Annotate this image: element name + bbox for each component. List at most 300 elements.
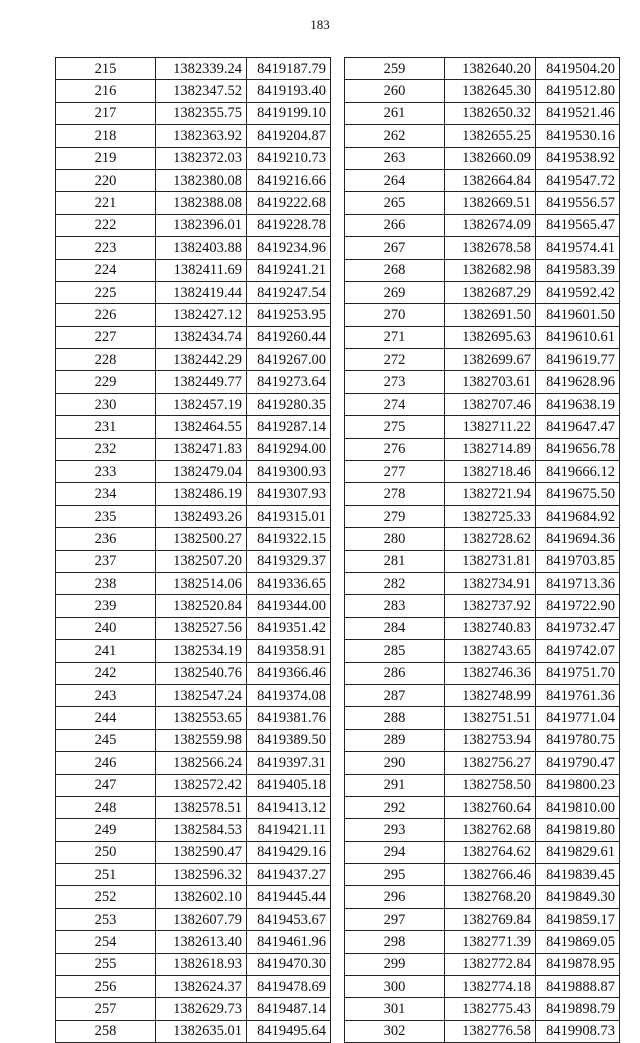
y-coordinate-cell: 8419470.30 [247, 953, 331, 975]
table-row [56, 886, 331, 908]
x-coordinate-cell: 1382457.19 [156, 393, 247, 415]
table-row [56, 617, 331, 639]
point-number-cell: 223 [56, 237, 156, 259]
x-coordinate-cell: 1382572.42 [156, 774, 247, 796]
x-coordinate-cell: 1382772.84 [445, 953, 536, 975]
y-coordinate-cell: 8419601.50 [536, 304, 620, 326]
table-row [56, 931, 331, 953]
point-number-cell: 301 [345, 998, 445, 1020]
table-row [345, 931, 620, 953]
table-row [345, 729, 620, 751]
table-row [345, 349, 620, 371]
y-coordinate-cell: 8419898.79 [536, 998, 620, 1020]
point-number-cell: 286 [345, 662, 445, 684]
point-number-cell: 239 [56, 595, 156, 617]
y-coordinate-cell: 8419307.93 [247, 483, 331, 505]
y-coordinate-cell: 8419216.66 [247, 169, 331, 191]
table-row [345, 169, 620, 191]
point-number-cell: 222 [56, 214, 156, 236]
y-coordinate-cell: 8419187.79 [247, 58, 331, 80]
point-number-cell: 257 [56, 998, 156, 1020]
y-coordinate-cell: 8419495.64 [247, 1020, 331, 1042]
point-number-cell: 215 [56, 58, 156, 80]
y-coordinate-cell: 8419273.64 [247, 371, 331, 393]
x-coordinate-cell: 1382500.27 [156, 528, 247, 550]
x-coordinate-cell: 1382566.24 [156, 752, 247, 774]
table-row [345, 908, 620, 930]
x-coordinate-cell: 1382527.56 [156, 617, 247, 639]
y-coordinate-cell: 8419628.96 [536, 371, 620, 393]
x-coordinate-cell: 1382471.83 [156, 438, 247, 460]
x-coordinate-cell: 1382507.20 [156, 550, 247, 572]
y-coordinate-cell: 8419647.47 [536, 416, 620, 438]
table-row [56, 461, 331, 483]
table-row [56, 640, 331, 662]
y-coordinate-cell: 8419656.78 [536, 438, 620, 460]
y-coordinate-cell: 8419204.87 [247, 125, 331, 147]
point-number-cell: 295 [345, 864, 445, 886]
y-coordinate-cell: 8419574.41 [536, 237, 620, 259]
table-row [56, 572, 331, 594]
x-coordinate-cell: 1382664.84 [445, 169, 536, 191]
x-coordinate-cell: 1382363.92 [156, 125, 247, 147]
y-coordinate-cell: 8419260.44 [247, 326, 331, 348]
x-coordinate-cell: 1382711.22 [445, 416, 536, 438]
y-coordinate-cell: 8419592.42 [536, 281, 620, 303]
x-coordinate-cell: 1382347.52 [156, 80, 247, 102]
point-number-cell: 227 [56, 326, 156, 348]
x-coordinate-cell: 1382618.93 [156, 953, 247, 975]
x-coordinate-cell: 1382776.58 [445, 1020, 536, 1042]
point-number-cell: 233 [56, 461, 156, 483]
x-coordinate-cell: 1382743.65 [445, 640, 536, 662]
y-coordinate-cell: 8419287.14 [247, 416, 331, 438]
y-coordinate-cell: 8419849.30 [536, 886, 620, 908]
table-row [56, 125, 331, 147]
point-number-cell: 262 [345, 125, 445, 147]
table-row [56, 102, 331, 124]
point-number-cell: 291 [345, 774, 445, 796]
point-number-cell: 285 [345, 640, 445, 662]
table-row [56, 595, 331, 617]
table-row [56, 908, 331, 930]
point-number-cell: 266 [345, 214, 445, 236]
table-row [56, 774, 331, 796]
x-coordinate-cell: 1382758.50 [445, 774, 536, 796]
table-row [56, 393, 331, 415]
point-number-cell: 235 [56, 505, 156, 527]
y-coordinate-cell: 8419445.44 [247, 886, 331, 908]
table-row [345, 707, 620, 729]
table-row [345, 528, 620, 550]
y-coordinate-cell: 8419908.73 [536, 1020, 620, 1042]
point-number-cell: 298 [345, 931, 445, 953]
x-coordinate-cell: 1382584.53 [156, 819, 247, 841]
x-coordinate-cell: 1382640.20 [445, 58, 536, 80]
y-coordinate-cell: 8419790.47 [536, 752, 620, 774]
point-number-cell: 267 [345, 237, 445, 259]
point-number-cell: 281 [345, 550, 445, 572]
table-row [56, 819, 331, 841]
x-coordinate-cell: 1382602.10 [156, 886, 247, 908]
table-row [56, 505, 331, 527]
point-number-cell: 230 [56, 393, 156, 415]
y-coordinate-cell: 8419358.91 [247, 640, 331, 662]
point-number-cell: 269 [345, 281, 445, 303]
y-coordinate-cell: 8419461.96 [247, 931, 331, 953]
x-coordinate-cell: 1382771.39 [445, 931, 536, 953]
x-coordinate-cell: 1382553.65 [156, 707, 247, 729]
x-coordinate-cell: 1382748.99 [445, 684, 536, 706]
x-coordinate-cell: 1382559.98 [156, 729, 247, 751]
point-number-cell: 288 [345, 707, 445, 729]
table-row [345, 550, 620, 572]
point-number-cell: 264 [345, 169, 445, 191]
y-coordinate-cell: 8419547.72 [536, 169, 620, 191]
point-number-cell: 270 [345, 304, 445, 326]
x-coordinate-cell: 1382520.84 [156, 595, 247, 617]
table-row [345, 572, 620, 594]
x-coordinate-cell: 1382674.09 [445, 214, 536, 236]
table-row [345, 147, 620, 169]
table-row [345, 214, 620, 236]
y-coordinate-cell: 8419374.08 [247, 684, 331, 706]
table-row [56, 796, 331, 818]
x-coordinate-cell: 1382728.62 [445, 528, 536, 550]
y-coordinate-cell: 8419267.00 [247, 349, 331, 371]
table-row [345, 304, 620, 326]
y-coordinate-cell: 8419228.78 [247, 214, 331, 236]
table-row [345, 886, 620, 908]
table-row [56, 998, 331, 1020]
x-coordinate-cell: 1382596.32 [156, 864, 247, 886]
y-coordinate-cell: 8419761.36 [536, 684, 620, 706]
y-coordinate-cell: 8419675.50 [536, 483, 620, 505]
table-row [345, 976, 620, 998]
table-row [345, 58, 620, 80]
table-row [56, 237, 331, 259]
table-row [345, 438, 620, 460]
point-number-cell: 241 [56, 640, 156, 662]
point-number-cell: 238 [56, 572, 156, 594]
point-number-cell: 217 [56, 102, 156, 124]
x-coordinate-cell: 1382442.29 [156, 349, 247, 371]
table-row [56, 1020, 331, 1042]
table-row [345, 80, 620, 102]
x-coordinate-cell: 1382687.29 [445, 281, 536, 303]
y-coordinate-cell: 8419530.16 [536, 125, 620, 147]
y-coordinate-cell: 8419771.04 [536, 707, 620, 729]
y-coordinate-cell: 8419253.95 [247, 304, 331, 326]
y-coordinate-cell: 8419329.37 [247, 550, 331, 572]
y-coordinate-cell: 8419322.15 [247, 528, 331, 550]
point-number-cell: 245 [56, 729, 156, 751]
table-row [56, 416, 331, 438]
point-number-cell: 273 [345, 371, 445, 393]
y-coordinate-cell: 8419504.20 [536, 58, 620, 80]
point-number-cell: 289 [345, 729, 445, 751]
point-number-cell: 299 [345, 953, 445, 975]
y-coordinate-cell: 8419199.10 [247, 102, 331, 124]
point-number-cell: 234 [56, 483, 156, 505]
y-coordinate-cell: 8419694.36 [536, 528, 620, 550]
table-row [56, 80, 331, 102]
table-row [345, 125, 620, 147]
y-coordinate-cell: 8419241.21 [247, 259, 331, 281]
table-row [345, 259, 620, 281]
x-coordinate-cell: 1382339.24 [156, 58, 247, 80]
point-number-cell: 240 [56, 617, 156, 639]
point-number-cell: 231 [56, 416, 156, 438]
point-number-cell: 283 [345, 595, 445, 617]
y-coordinate-cell: 8419478.69 [247, 976, 331, 998]
x-coordinate-cell: 1382380.08 [156, 169, 247, 191]
table-row [56, 483, 331, 505]
table-row [345, 192, 620, 214]
y-coordinate-cell: 8419487.14 [247, 998, 331, 1020]
table-row [345, 864, 620, 886]
x-coordinate-cell: 1382774.18 [445, 976, 536, 998]
y-coordinate-cell: 8419839.45 [536, 864, 620, 886]
table-row [345, 684, 620, 706]
x-coordinate-cell: 1382388.08 [156, 192, 247, 214]
point-number-cell: 218 [56, 125, 156, 147]
y-coordinate-cell: 8419429.16 [247, 841, 331, 863]
point-number-cell: 277 [345, 461, 445, 483]
point-number-cell: 226 [56, 304, 156, 326]
point-number-cell: 243 [56, 684, 156, 706]
x-coordinate-cell: 1382355.75 [156, 102, 247, 124]
table-row [56, 550, 331, 572]
x-coordinate-cell: 1382635.01 [156, 1020, 247, 1042]
y-coordinate-cell: 8419538.92 [536, 147, 620, 169]
point-number-cell: 237 [56, 550, 156, 572]
point-number-cell: 284 [345, 617, 445, 639]
y-coordinate-cell: 8419315.01 [247, 505, 331, 527]
y-coordinate-cell: 8419210.73 [247, 147, 331, 169]
point-number-cell: 282 [345, 572, 445, 594]
point-number-cell: 260 [345, 80, 445, 102]
table-row [56, 953, 331, 975]
table-row [345, 662, 620, 684]
x-coordinate-cell: 1382613.40 [156, 931, 247, 953]
y-coordinate-cell: 8419713.36 [536, 572, 620, 594]
x-coordinate-cell: 1382678.58 [445, 237, 536, 259]
y-coordinate-cell: 8419610.61 [536, 326, 620, 348]
x-coordinate-cell: 1382699.67 [445, 349, 536, 371]
table-row [345, 393, 620, 415]
x-coordinate-cell: 1382762.68 [445, 819, 536, 841]
y-coordinate-cell: 8419521.46 [536, 102, 620, 124]
point-number-cell: 236 [56, 528, 156, 550]
x-coordinate-cell: 1382766.46 [445, 864, 536, 886]
x-coordinate-cell: 1382624.37 [156, 976, 247, 998]
x-coordinate-cell: 1382764.62 [445, 841, 536, 863]
point-number-cell: 274 [345, 393, 445, 415]
x-coordinate-cell: 1382486.19 [156, 483, 247, 505]
table-row [56, 684, 331, 706]
x-coordinate-cell: 1382695.63 [445, 326, 536, 348]
table-row [56, 752, 331, 774]
table-row [56, 662, 331, 684]
point-number-cell: 228 [56, 349, 156, 371]
x-coordinate-cell: 1382775.43 [445, 998, 536, 1020]
y-coordinate-cell: 8419666.12 [536, 461, 620, 483]
point-number-cell: 297 [345, 908, 445, 930]
y-coordinate-cell: 8419351.42 [247, 617, 331, 639]
table-row [56, 304, 331, 326]
table-row [345, 841, 620, 863]
point-number-cell: 221 [56, 192, 156, 214]
y-coordinate-cell: 8419453.67 [247, 908, 331, 930]
table-row [56, 528, 331, 550]
x-coordinate-cell: 1382629.73 [156, 998, 247, 1020]
table-row [56, 864, 331, 886]
point-number-cell: 250 [56, 841, 156, 863]
page-number: 183 [310, 17, 330, 32]
x-coordinate-cell: 1382768.20 [445, 886, 536, 908]
table-row [345, 461, 620, 483]
table-row [345, 102, 620, 124]
point-number-cell: 300 [345, 976, 445, 998]
y-coordinate-cell: 8419344.00 [247, 595, 331, 617]
table-row [345, 774, 620, 796]
table-row [56, 147, 331, 169]
x-coordinate-cell: 1382753.94 [445, 729, 536, 751]
point-number-cell: 232 [56, 438, 156, 460]
y-coordinate-cell: 8419619.77 [536, 349, 620, 371]
point-number-cell: 220 [56, 169, 156, 191]
y-coordinate-cell: 8419397.31 [247, 752, 331, 774]
table-row [56, 169, 331, 191]
x-coordinate-cell: 1382718.46 [445, 461, 536, 483]
y-coordinate-cell: 8419300.93 [247, 461, 331, 483]
x-coordinate-cell: 1382691.50 [445, 304, 536, 326]
x-coordinate-cell: 1382590.47 [156, 841, 247, 863]
table-row [56, 259, 331, 281]
point-number-cell: 229 [56, 371, 156, 393]
x-coordinate-cell: 1382669.51 [445, 192, 536, 214]
table-row [345, 752, 620, 774]
point-number-cell: 248 [56, 796, 156, 818]
table-row [56, 214, 331, 236]
x-coordinate-cell: 1382714.89 [445, 438, 536, 460]
point-number-cell: 292 [345, 796, 445, 818]
point-number-cell: 249 [56, 819, 156, 841]
table-row [345, 595, 620, 617]
table-row [56, 192, 331, 214]
x-coordinate-cell: 1382540.76 [156, 662, 247, 684]
x-coordinate-cell: 1382396.01 [156, 214, 247, 236]
table-row [345, 640, 620, 662]
x-coordinate-cell: 1382655.25 [445, 125, 536, 147]
table-row [345, 617, 620, 639]
x-coordinate-cell: 1382660.09 [445, 147, 536, 169]
y-coordinate-cell: 8419565.47 [536, 214, 620, 236]
point-number-cell: 294 [345, 841, 445, 863]
point-number-cell: 280 [345, 528, 445, 550]
point-number-cell: 254 [56, 931, 156, 953]
y-coordinate-cell: 8419859.17 [536, 908, 620, 930]
coordinates-table-left [55, 57, 331, 1043]
y-coordinate-cell: 8419751.70 [536, 662, 620, 684]
x-coordinate-cell: 1382419.44 [156, 281, 247, 303]
x-coordinate-cell: 1382464.55 [156, 416, 247, 438]
point-number-cell: 272 [345, 349, 445, 371]
point-number-cell: 271 [345, 326, 445, 348]
x-coordinate-cell: 1382607.79 [156, 908, 247, 930]
point-number-cell: 255 [56, 953, 156, 975]
y-coordinate-cell: 8419389.50 [247, 729, 331, 751]
x-coordinate-cell: 1382650.32 [445, 102, 536, 124]
x-coordinate-cell: 1382534.19 [156, 640, 247, 662]
point-number-cell: 261 [345, 102, 445, 124]
x-coordinate-cell: 1382751.51 [445, 707, 536, 729]
y-coordinate-cell: 8419878.95 [536, 953, 620, 975]
table-row [56, 841, 331, 863]
y-coordinate-cell: 8419810.00 [536, 796, 620, 818]
point-number-cell: 275 [345, 416, 445, 438]
x-coordinate-cell: 1382493.26 [156, 505, 247, 527]
table-row [345, 416, 620, 438]
y-coordinate-cell: 8419780.75 [536, 729, 620, 751]
y-coordinate-cell: 8419869.05 [536, 931, 620, 953]
y-coordinate-cell: 8419583.39 [536, 259, 620, 281]
point-number-cell: 224 [56, 259, 156, 281]
y-coordinate-cell: 8419556.57 [536, 192, 620, 214]
x-coordinate-cell: 1382479.04 [156, 461, 247, 483]
table-row [345, 371, 620, 393]
point-number-cell: 268 [345, 259, 445, 281]
x-coordinate-cell: 1382703.61 [445, 371, 536, 393]
point-number-cell: 225 [56, 281, 156, 303]
table-row [56, 281, 331, 303]
x-coordinate-cell: 1382760.64 [445, 796, 536, 818]
point-number-cell: 296 [345, 886, 445, 908]
point-number-cell: 244 [56, 707, 156, 729]
y-coordinate-cell: 8419405.18 [247, 774, 331, 796]
point-number-cell: 251 [56, 864, 156, 886]
y-coordinate-cell: 8419888.87 [536, 976, 620, 998]
x-coordinate-cell: 1382578.51 [156, 796, 247, 818]
point-number-cell: 259 [345, 58, 445, 80]
y-coordinate-cell: 8419703.85 [536, 550, 620, 572]
point-number-cell: 242 [56, 662, 156, 684]
x-coordinate-cell: 1382645.30 [445, 80, 536, 102]
x-coordinate-cell: 1382725.33 [445, 505, 536, 527]
y-coordinate-cell: 8419732.47 [536, 617, 620, 639]
table-row [345, 998, 620, 1020]
point-number-cell: 216 [56, 80, 156, 102]
y-coordinate-cell: 8419512.80 [536, 80, 620, 102]
y-coordinate-cell: 8419222.68 [247, 192, 331, 214]
y-coordinate-cell: 8419819.80 [536, 819, 620, 841]
coordinates-table-right [344, 57, 620, 1043]
y-coordinate-cell: 8419193.40 [247, 80, 331, 102]
table-row [345, 796, 620, 818]
y-coordinate-cell: 8419829.61 [536, 841, 620, 863]
x-coordinate-cell: 1382514.06 [156, 572, 247, 594]
x-coordinate-cell: 1382769.84 [445, 908, 536, 930]
x-coordinate-cell: 1382427.12 [156, 304, 247, 326]
table-row [56, 976, 331, 998]
y-coordinate-cell: 8419381.76 [247, 707, 331, 729]
table-row [345, 483, 620, 505]
x-coordinate-cell: 1382449.77 [156, 371, 247, 393]
point-number-cell: 287 [345, 684, 445, 706]
y-coordinate-cell: 8419742.07 [536, 640, 620, 662]
table-row [56, 729, 331, 751]
